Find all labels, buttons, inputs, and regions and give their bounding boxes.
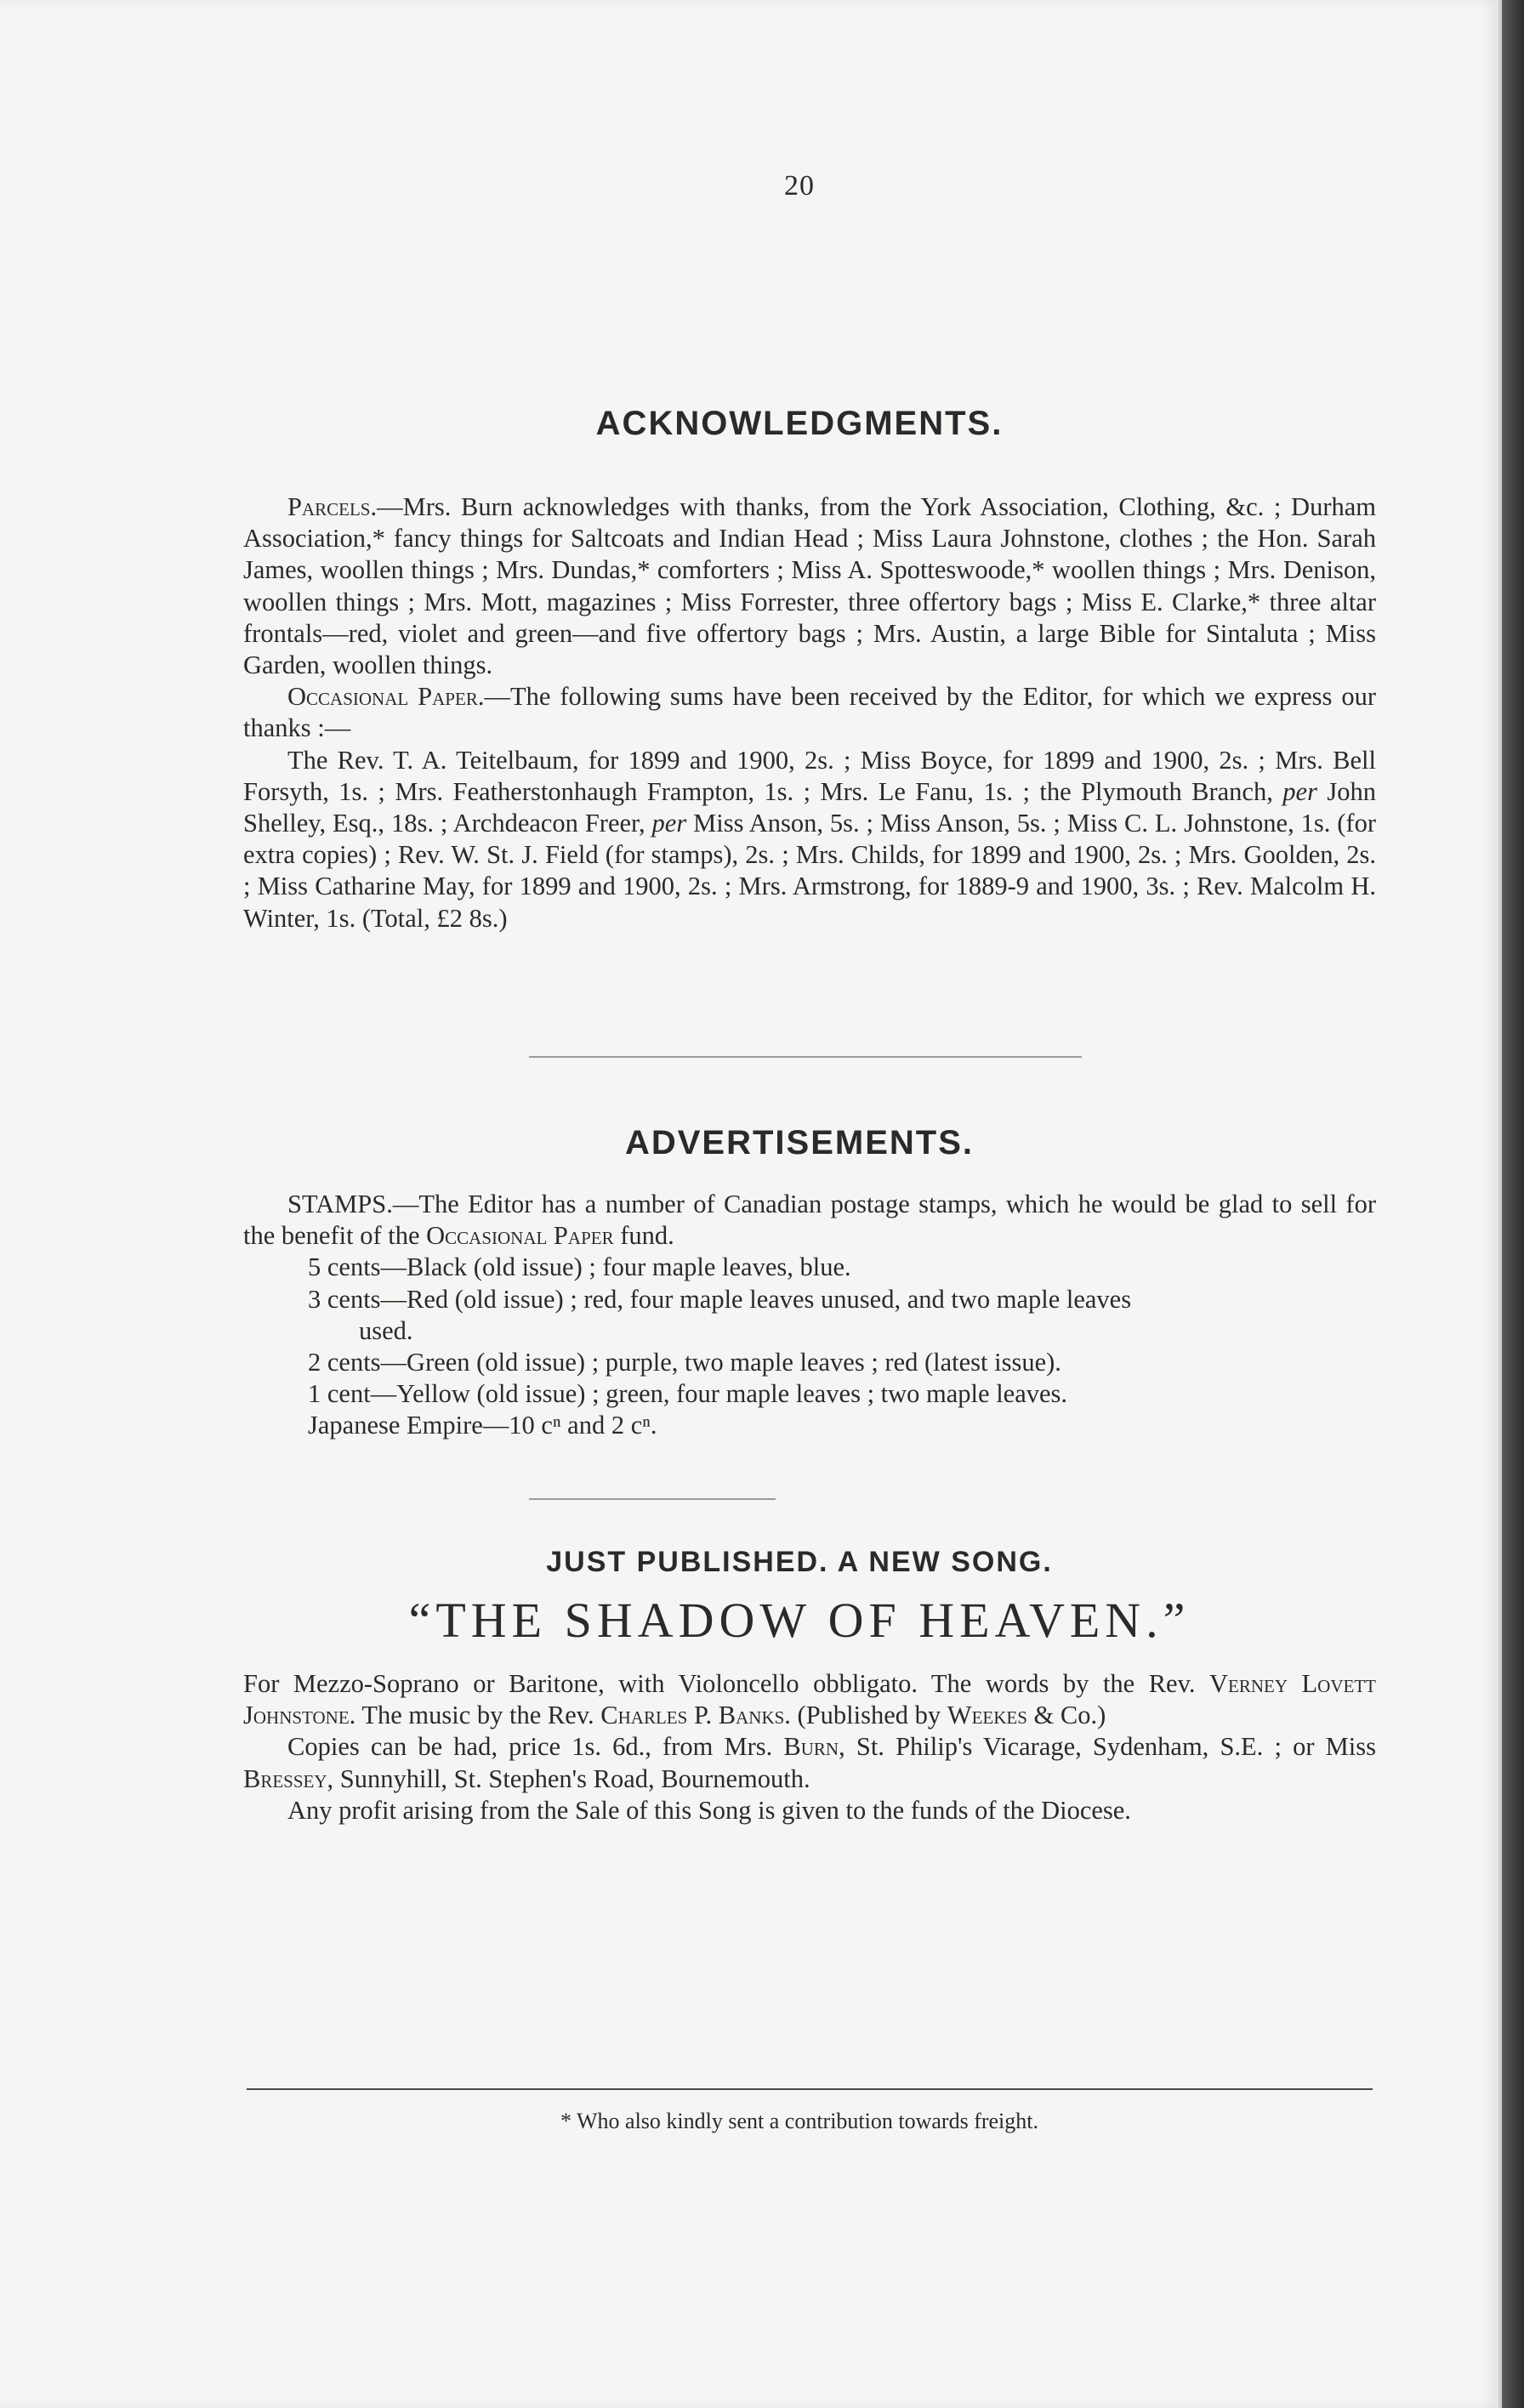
advertisements-section <box>243 1189 1376 1442</box>
stamps-text-1: —The Editor has a number of Canadian postage stamps, which he would be glad to sell for the benefit of the <box>243 1190 1376 1251</box>
song-text-d: & Co.) <box>1033 1701 1106 1730</box>
copies-text-c: , Sunnyhill, St. Stephen's Road, Bournemouth. <box>327 1763 810 1793</box>
stamp-line: 1 cent—Yellow (old issue) ; green, four maple leaves ; two maple leaves. <box>308 1379 1068 1409</box>
just-published-heading: JUST PUBLISHED. A NEW SONG. <box>546 1546 1053 1578</box>
stamps-fund-name: Occasional Paper <box>426 1221 614 1251</box>
copies-bressey: Bressey <box>243 1763 327 1793</box>
acknowledgments-section <box>243 491 1376 934</box>
occasional-paper-label: Occasional Paper. <box>287 682 485 712</box>
stamp-line: 3 cents—Red (old issue) ; red, four maple leaves unused, and two maple leaves <box>308 1284 1132 1314</box>
section-divider <box>529 1498 776 1500</box>
song-text-c: (Published by <box>797 1701 941 1730</box>
occasional-paper-text: —The following sums have been received by the Editor, for which we express our thanks :— <box>243 682 1377 743</box>
song-profit-paragraph: Any profit arising from the Sale of this Song is given to the funds of the Diocese. <box>287 1795 1131 1825</box>
song-composer: Charles P. Banks. <box>600 1701 791 1730</box>
occasional-paper-paragraph <box>243 681 1376 744</box>
page-number: 20 <box>784 170 815 202</box>
sums-per-1: per <box>1282 776 1317 806</box>
stamps-label: STAMPS. <box>287 1190 393 1218</box>
copies-text-b: , St. Philip's Vicarage, Sydenham, S.E. ; or Miss <box>839 1732 1376 1762</box>
acknowledgments-heading: ACKNOWLEDGMENTS. <box>595 405 1004 442</box>
stamps-paragraph <box>243 1189 1376 1252</box>
stamp-line: 5 cents—Black (old issue) ; four maple leaves, blue. <box>308 1252 851 1282</box>
sums-text-1: The Rev. T. A. Teitelbaum, for 1899 and 1900, 2s. ; Miss Boyce, for 1899 and 1900, 2s. ; Mrs. Bell Forsyth, 1s. ; Mrs. Featherstonhaugh Frampton, 1s. ; Mrs. Le Fanu, 1s. ; the Plymouth Branch, <box>243 745 1376 806</box>
copies-text-a: Copies can be had, price 1s. 6d., from Mrs. <box>287 1732 773 1762</box>
song-publisher: Weekes <box>947 1701 1027 1730</box>
stamp-line: 2 cents—Green (old issue) ; purple, two maple leaves ; red (latest issue). <box>308 1348 1061 1377</box>
song-text-a: For Mezzo-Soprano or Baritone, with Violoncello obbligato. The words by the Rev. <box>243 1669 1196 1698</box>
sums-per-2: per <box>651 809 687 838</box>
stamp-line: used. <box>359 1315 413 1345</box>
stamp-line: Japanese Empire—10 cⁿ and 2 cⁿ. <box>308 1411 657 1440</box>
copies-burn: Burn <box>783 1732 839 1762</box>
song-copies-paragraph <box>243 1731 1376 1794</box>
song-text-b: The music by the Rev. <box>361 1701 594 1730</box>
parcels-label: Parcels. <box>287 492 378 521</box>
song-author: Verney Lovett Johnstone. <box>243 1669 1376 1730</box>
footnote-rule <box>247 2088 1373 2090</box>
stamps-text-2: fund. <box>620 1221 674 1251</box>
footnote: * Who also kindly sent a contribution towards freight. <box>560 2109 1039 2133</box>
book-spine-edge <box>1502 0 1524 2408</box>
song-details-paragraph <box>243 1668 1376 1731</box>
song-section <box>243 1668 1376 1826</box>
sums-paragraph <box>243 745 1376 934</box>
parcels-paragraph <box>243 491 1376 681</box>
section-divider <box>529 1056 1082 1058</box>
sums-text-3: Miss Anson, 5s. ; Miss Anson, 5s. ; Miss C. L. Johnstone, 1s. (for extra copies) ; Rev. W. St. J. Field (for stamps), 2s. ; Mrs. Childs, for 1899 and 1900, 2s. ; Mrs. Goolden, 2s. ; Miss Catharine May, for 1899 and 1900, 2s. ; Mrs. Armstrong, for 1889-9 and 1900, 3s. ; Rev. Malcolm H. Winter, 1s. (Total, £2 8s.) <box>243 809 1377 933</box>
advertisements-heading: ADVERTISEMENTS. <box>624 1124 975 1161</box>
song-title: “THE SHADOW OF HEAVEN.” <box>408 1593 1191 1648</box>
sums-text-2: John Shelley, Esq., 18s. ; Archdeacon Freer, <box>243 776 1377 838</box>
parcels-text: —Mrs. Burn acknowledges with thanks, from the York Association, Clothing, &c. ; Durham Association,* fancy things for Saltcoats and Indian Head ; Miss Laura Johnstone, clothes ; the Hon. Sarah James, woollen things ; Mrs. Dundas,* comforters ; Miss A. Spotteswoode,* woollen things ; Mrs. Denison, woollen things ; Mrs. Mott, magazines ; Miss Forrester, three offertory bags ; Miss E. Clarke,* three altar frontals—red, violet and green—and five offertory bags ; Mrs. Austin, a large Bible for Sintaluta ; Miss Garden, woollen things. <box>243 492 1376 680</box>
